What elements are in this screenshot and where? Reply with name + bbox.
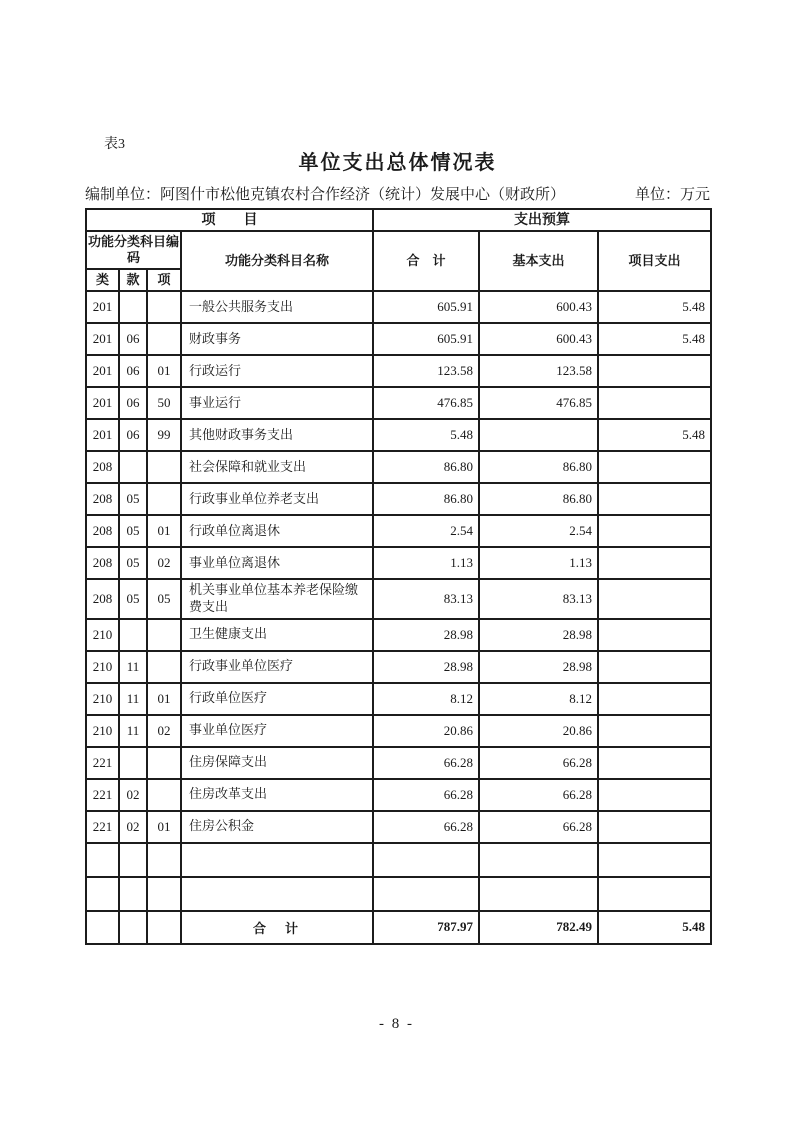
total-amount-cell: 787.97 [373, 911, 479, 944]
code-item-cell: 01 [147, 355, 181, 387]
unit-of-measure-label: 单位：万元 [634, 187, 710, 203]
basic-amount-cell: 28.98 [479, 619, 598, 651]
total-empty-class-cell [86, 911, 119, 944]
total-row [86, 911, 711, 944]
basic-amount-cell: 600.43 [479, 291, 598, 323]
total-amount-cell: 8.12 [373, 683, 479, 715]
table-row [86, 451, 711, 483]
code-item-cell [147, 483, 181, 515]
total-amount-cell: 605.91 [373, 323, 479, 355]
code-item-cell: 02 [147, 547, 181, 579]
code-class-cell: 208 [86, 579, 119, 619]
subject-name-cell: 住房公积金 [181, 811, 373, 843]
project-amount-cell: 5.48 [598, 291, 711, 323]
basic-amount-cell: 83.13 [479, 579, 598, 619]
code-item-cell [147, 619, 181, 651]
basic-amount-cell: 123.58 [479, 355, 598, 387]
total-amount-cell: 2.54 [373, 515, 479, 547]
total-project-amount-cell: 5.48 [598, 911, 711, 944]
basic-amount-cell: 86.80 [479, 483, 598, 515]
basic-amount-cell: 66.28 [479, 811, 598, 843]
basic-amount-cell: 86.80 [479, 451, 598, 483]
code-class-cell: 208 [86, 515, 119, 547]
code-item-cell [147, 323, 181, 355]
total-amount-cell: 123.58 [373, 355, 479, 387]
project-amount-cell [598, 683, 711, 715]
subject-name-cell: 事业单位离退休 [181, 547, 373, 579]
subject-name-cell: 社会保障和就业支出 [181, 451, 373, 483]
document-title: 单位支出总体情况表 [298, 152, 497, 174]
code-item-cell: 05 [147, 579, 181, 619]
code-class-cell: 221 [86, 747, 119, 779]
total-basic-amount-cell: 782.49 [479, 911, 598, 944]
subject-name-cell [181, 877, 373, 911]
code-section-cell: 05 [119, 515, 147, 547]
total-amount-cell: 476.85 [373, 387, 479, 419]
code-section-cell: 05 [119, 483, 147, 515]
total-amount-cell: 86.80 [373, 483, 479, 515]
code-item-cell: 01 [147, 515, 181, 547]
project-amount-cell [598, 547, 711, 579]
subject-name-cell: 行政事业单位养老支出 [181, 483, 373, 515]
code-class-cell: 210 [86, 651, 119, 683]
subject-name-cell: 行政单位离退休 [181, 515, 373, 547]
total-amount-cell: 20.86 [373, 715, 479, 747]
header-section: 款 [119, 269, 147, 291]
basic-amount-cell [479, 877, 598, 911]
header-row-middle [86, 231, 711, 269]
subject-name-cell: 行政事业单位医疗 [181, 651, 373, 683]
table-row [86, 419, 711, 451]
code-class-cell: 208 [86, 451, 119, 483]
project-amount-cell [598, 579, 711, 619]
project-amount-cell [598, 779, 711, 811]
project-amount-cell [598, 651, 711, 683]
code-section-cell: 05 [119, 579, 147, 619]
table-row [86, 387, 711, 419]
code-item-cell: 02 [147, 715, 181, 747]
basic-amount-cell: 8.12 [479, 683, 598, 715]
table-header [86, 209, 711, 291]
total-empty-item-cell [147, 911, 181, 944]
table-row [86, 291, 711, 323]
code-item-cell [147, 877, 181, 911]
prepared-by-label: 编制单位：阿图什市松他克镇农村合作经济（统计）发展中心（财政所） [85, 187, 566, 203]
table-row [86, 843, 711, 877]
total-label: 合 计 [181, 911, 373, 944]
project-amount-cell [598, 843, 711, 877]
project-amount-cell [598, 387, 711, 419]
code-class-cell: 221 [86, 779, 119, 811]
total-amount-cell [373, 877, 479, 911]
header-project-group: 项 目 [86, 209, 373, 231]
table-row [86, 619, 711, 651]
code-class-cell: 210 [86, 715, 119, 747]
basic-amount-cell: 476.85 [479, 387, 598, 419]
basic-amount-cell: 2.54 [479, 515, 598, 547]
code-section-cell: 06 [119, 419, 147, 451]
subject-name-cell: 其他财政事务支出 [181, 419, 373, 451]
table-number-label: 表3 [104, 137, 125, 152]
basic-amount-cell: 66.28 [479, 747, 598, 779]
subject-name-cell [181, 843, 373, 877]
table-row [86, 579, 711, 619]
table-row [86, 515, 711, 547]
code-section-cell [119, 843, 147, 877]
basic-amount-cell: 28.98 [479, 651, 598, 683]
code-item-cell [147, 651, 181, 683]
project-amount-cell: 5.48 [598, 323, 711, 355]
code-class-cell: 201 [86, 355, 119, 387]
subject-name-cell: 行政运行 [181, 355, 373, 387]
code-section-cell [119, 291, 147, 323]
table-row [86, 547, 711, 579]
total-amount-cell: 66.28 [373, 811, 479, 843]
basic-amount-cell: 1.13 [479, 547, 598, 579]
basic-amount-cell: 66.28 [479, 779, 598, 811]
total-amount-cell: 66.28 [373, 779, 479, 811]
subject-name-cell: 机关事业单位基本养老保险缴费支出 [181, 579, 373, 619]
code-section-cell: 05 [119, 547, 147, 579]
subtitle-row [85, 183, 710, 204]
project-amount-cell [598, 515, 711, 547]
total-amount-cell [373, 843, 479, 877]
table-row [86, 811, 711, 843]
code-section-cell: 06 [119, 387, 147, 419]
code-section-cell [119, 877, 147, 911]
project-amount-cell [598, 877, 711, 911]
header-code-group: 功能分类科目编码 [86, 231, 181, 269]
project-amount-cell [598, 715, 711, 747]
project-amount-cell [598, 747, 711, 779]
total-amount-cell: 1.13 [373, 547, 479, 579]
table-row [86, 747, 711, 779]
code-class-cell: 201 [86, 323, 119, 355]
table-row [86, 355, 711, 387]
project-amount-cell [598, 811, 711, 843]
code-item-cell: 01 [147, 683, 181, 715]
code-item-cell [147, 747, 181, 779]
code-class-cell: 221 [86, 811, 119, 843]
code-section-cell: 06 [119, 323, 147, 355]
basic-amount-cell: 20.86 [479, 715, 598, 747]
code-class-cell [86, 877, 119, 911]
code-item-cell [147, 843, 181, 877]
subject-name-cell: 住房改革支出 [181, 779, 373, 811]
page-number: - 8 - [379, 1016, 414, 1032]
code-item-cell [147, 291, 181, 323]
total-amount-cell: 28.98 [373, 619, 479, 651]
expenditure-table [85, 208, 712, 945]
total-empty-section-cell [119, 911, 147, 944]
total-amount-cell: 605.91 [373, 291, 479, 323]
subject-name-cell: 一般公共服务支出 [181, 291, 373, 323]
total-amount-cell: 5.48 [373, 419, 479, 451]
subject-name-cell: 住房保障支出 [181, 747, 373, 779]
subject-name-cell: 财政事务 [181, 323, 373, 355]
header-class: 类 [86, 269, 119, 291]
code-class-cell: 210 [86, 683, 119, 715]
total-amount-cell: 28.98 [373, 651, 479, 683]
header-basic-expenditure: 基本支出 [479, 231, 598, 291]
header-subject-name: 功能分类科目名称 [181, 231, 373, 291]
code-item-cell [147, 451, 181, 483]
code-section-cell [119, 747, 147, 779]
project-amount-cell [598, 355, 711, 387]
table-row [86, 323, 711, 355]
code-class-cell: 208 [86, 547, 119, 579]
table-row [86, 683, 711, 715]
code-item-cell: 99 [147, 419, 181, 451]
code-section-cell: 02 [119, 811, 147, 843]
code-class-cell: 201 [86, 387, 119, 419]
basic-amount-cell: 600.43 [479, 323, 598, 355]
table-row [86, 877, 711, 911]
code-class-cell: 201 [86, 419, 119, 451]
code-class-cell: 210 [86, 619, 119, 651]
header-budget-group: 支出预算 [373, 209, 711, 231]
code-item-cell [147, 779, 181, 811]
header-row-top [86, 209, 711, 231]
table-row [86, 483, 711, 515]
total-amount-cell: 86.80 [373, 451, 479, 483]
table-row [86, 651, 711, 683]
subject-name-cell: 事业单位医疗 [181, 715, 373, 747]
project-amount-cell: 5.48 [598, 419, 711, 451]
subject-name-cell: 行政单位医疗 [181, 683, 373, 715]
code-item-cell: 01 [147, 811, 181, 843]
code-section-cell [119, 619, 147, 651]
basic-amount-cell [479, 843, 598, 877]
project-amount-cell [598, 619, 711, 651]
code-section-cell: 11 [119, 683, 147, 715]
header-item: 项 [147, 269, 181, 291]
header-total: 合 计 [373, 231, 479, 291]
total-amount-cell: 66.28 [373, 747, 479, 779]
code-section-cell [119, 451, 147, 483]
code-section-cell: 11 [119, 651, 147, 683]
code-class-cell: 208 [86, 483, 119, 515]
table-row [86, 715, 711, 747]
code-section-cell: 06 [119, 355, 147, 387]
basic-amount-cell [479, 419, 598, 451]
code-class-cell: 201 [86, 291, 119, 323]
code-section-cell: 11 [119, 715, 147, 747]
project-amount-cell [598, 483, 711, 515]
code-item-cell: 50 [147, 387, 181, 419]
table-row [86, 779, 711, 811]
code-class-cell [86, 843, 119, 877]
total-amount-cell: 83.13 [373, 579, 479, 619]
code-section-cell: 02 [119, 779, 147, 811]
header-project-expenditure: 项目支出 [598, 231, 711, 291]
project-amount-cell [598, 451, 711, 483]
table-footer [86, 911, 711, 944]
table-body [86, 291, 711, 911]
subject-name-cell: 事业运行 [181, 387, 373, 419]
subject-name-cell: 卫生健康支出 [181, 619, 373, 651]
